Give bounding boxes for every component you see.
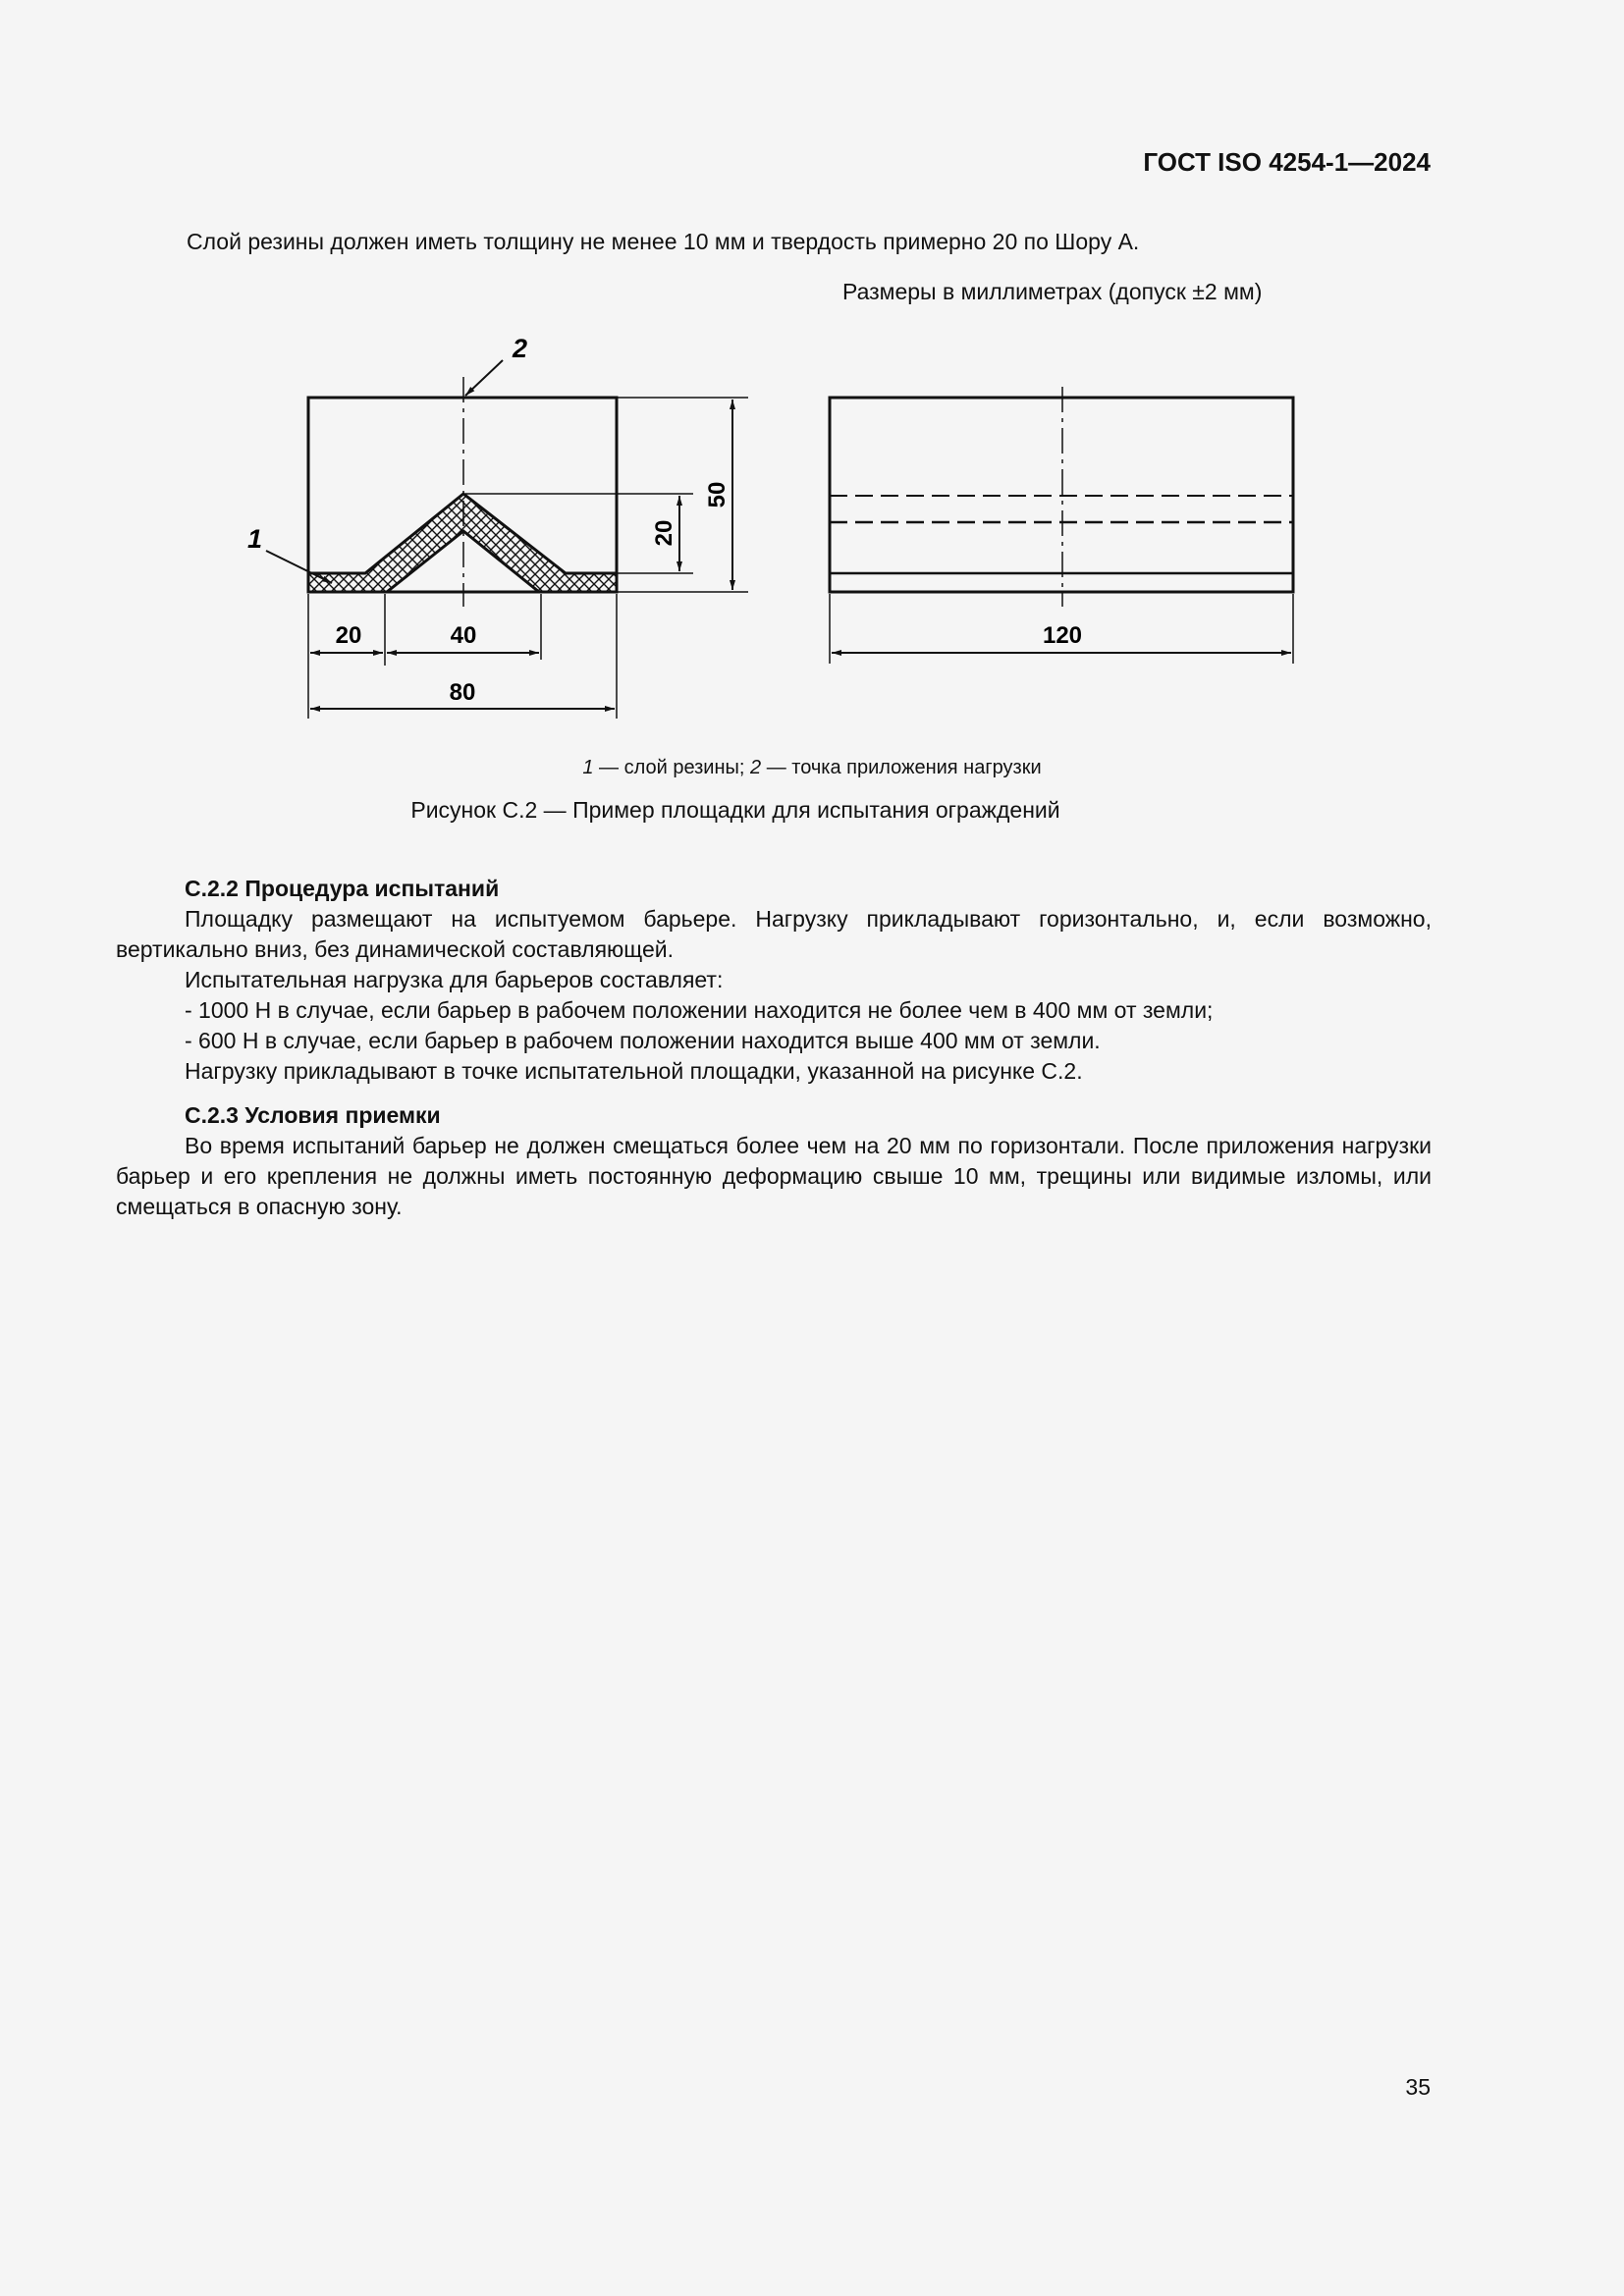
load-list-item-1: - 1000 Н в случае, если барьер в рабочем положении находится не более чем в 400 мм от земли; <box>185 997 1214 1023</box>
dim-20-vertical: 20 <box>651 519 677 547</box>
figure-caption: Рисунок С.2 — Пример площадки для испытания ограждений <box>410 797 1060 823</box>
test-pad-drawing <box>0 0 1624 746</box>
document-id-header: ГОСТ ISO 4254-1—2024 <box>1143 147 1431 177</box>
section-c23 <box>116 1100 1432 1222</box>
load-list-item-2: - 600 Н в случае, если барьер в рабочем положении находится выше 400 мм от земли. <box>185 1028 1101 1053</box>
figure-legend <box>0 757 1624 779</box>
callout-1-label: 1 <box>247 524 263 554</box>
page-number: 35 <box>1405 2074 1431 2100</box>
callout-2-leader <box>465 360 503 396</box>
legend-number-1: 1 <box>582 757 594 778</box>
section-c22 <box>116 874 1432 1087</box>
rubber-layer <box>308 494 617 592</box>
front-view <box>247 334 748 719</box>
section-c23-paragraph-1: Во время испытаний барьер не должен смещаться более чем на 20 мм по горизонтали. После приложения нагрузки барьер и его крепления не должны иметь постоянную деформацию свыше 10 мм, трещины или видимые изломы, или смещаться в опасную зону. <box>116 1133 1432 1219</box>
dim-20-horizontal: 20 <box>335 622 362 649</box>
section-c22-paragraph-3: Нагрузку прикладывают в точке испытательной площадки, указанной на рисунке С.2. <box>185 1058 1083 1084</box>
dim-50: 50 <box>704 481 731 508</box>
dim-40: 40 <box>450 622 477 649</box>
legend-text-2: — точка приложения нагрузки <box>761 757 1042 778</box>
callout-2-label: 2 <box>513 334 528 363</box>
section-c22-paragraph-1: Площадку размещают на испытуемом барьере. Нагрузку прикладывают горизонтально, и, если возможно, вертикально вниз, без динамической составляющей. <box>116 906 1432 962</box>
section-c22-heading: С.2.2 Процедура испытаний <box>185 876 500 901</box>
legend-number-2: 2 <box>750 757 762 778</box>
dim-80: 80 <box>449 679 476 706</box>
callout-1-leader <box>266 551 332 583</box>
rubber-layer-text: Слой резины должен иметь толщину не менее 10 мм и твердость примерно 20 по Шору А. <box>187 229 1140 254</box>
section-c22-paragraph-2: Испытательная нагрузка для барьеров составляет: <box>185 967 724 992</box>
dimensions-note: Размеры в миллиметрах (допуск ±2 мм) <box>842 279 1263 304</box>
legend-text-1: — слой резины; <box>593 757 751 778</box>
dim-120: 120 <box>1042 622 1083 649</box>
section-c23-heading: С.2.3 Условия приемки <box>185 1102 441 1128</box>
side-view <box>830 387 1293 664</box>
